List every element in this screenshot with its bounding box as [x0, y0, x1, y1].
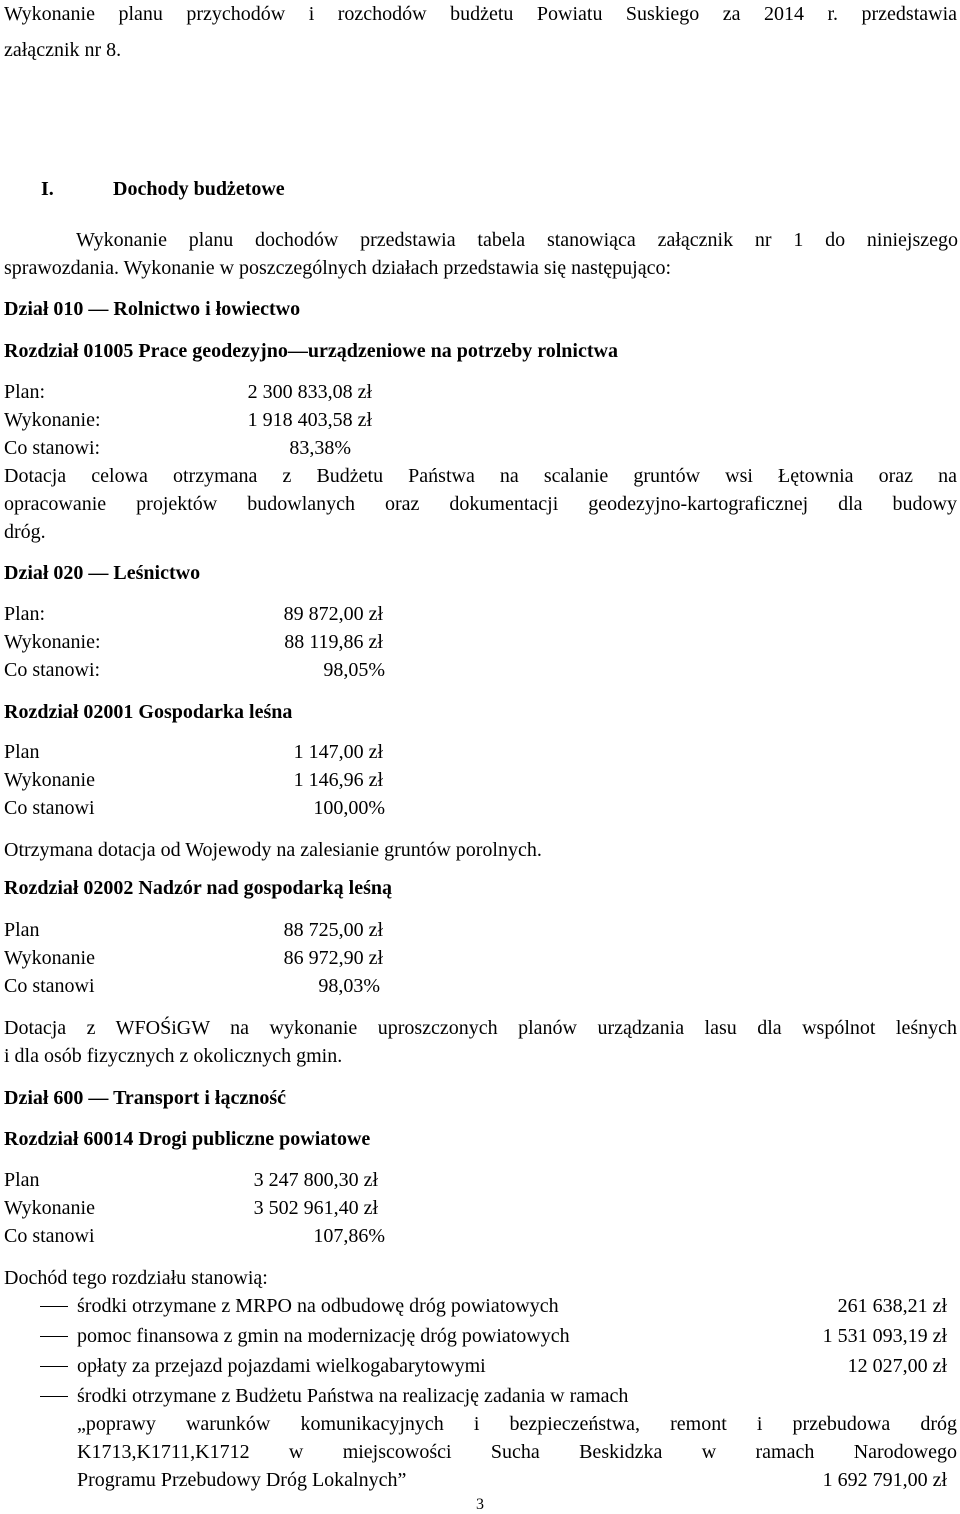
header-line-2: załącznik nr 8.	[4, 39, 122, 61]
wykonanie-value: 1 918 403,58 zł	[247, 409, 372, 431]
plan-value: 89 872,00 zł	[283, 603, 383, 625]
list-item-amount: 1 531 093,19 zł	[822, 1325, 947, 1347]
wykonanie-value: 88 119,86 zł	[284, 631, 383, 653]
bullet-dash	[40, 1396, 68, 1397]
plan-label: Plan	[4, 741, 40, 763]
plan-value: 1 147,00 zł	[293, 741, 383, 763]
list-item-text: K1713,K1711,K1712 w miejscowości Sucha Beskidzka w ramach Narodowego	[77, 1441, 957, 1463]
section-intro-2: sprawozdania. Wykonanie w poszczególnych działach przedstawia się następująco:	[4, 257, 672, 279]
plan-label: Plan	[4, 919, 40, 941]
co-stanowi-value: 98,03%	[318, 975, 380, 997]
rozdzial-60014-title: Rozdział 60014 Drogi publiczne powiatowe	[4, 1128, 371, 1150]
co-stanowi-value: 107,86%	[313, 1225, 385, 1247]
co-stanowi-value: 100,00%	[313, 797, 385, 819]
dzial-600-title: Dział 600 — Transport i łączność	[4, 1087, 287, 1109]
wykonanie-label: Wykonanie	[4, 769, 95, 791]
co-stanowi-value: 83,38%	[289, 437, 351, 459]
co-stanowi-label: Co stanowi:	[4, 437, 101, 459]
rozdzial-01005-title: Rozdział 01005 Prace geodezyjno—urządzeniowe na potrzeby rolnictwa	[4, 340, 618, 362]
dzial-020-title: Dział 020 — Leśnictwo	[4, 562, 201, 584]
list-item-text: środki otrzymane z MRPO na odbudowę dróg powiatowych	[77, 1295, 559, 1317]
dzial-010-note-1: Dotacja celowa otrzymana z Budżetu Państwa na scalanie gruntów wsi Łętownia oraz na	[4, 465, 957, 487]
dochod-intro: Dochód tego rozdziału stanowią:	[4, 1267, 268, 1289]
plan-label: Plan	[4, 1169, 40, 1191]
section-intro-1: Wykonanie planu dochodów przedstawia tabela stanowiąca załącznik nr 1 do niniejszego	[76, 229, 958, 251]
list-item-text: środki otrzymane z Budżetu Państwa na realizację zadania w ramach	[77, 1385, 629, 1407]
dzial-010-note-3: dróg.	[4, 521, 46, 543]
co-stanowi-label: Co stanowi	[4, 975, 95, 997]
wykonanie-value: 86 972,90 zł	[283, 947, 383, 969]
bullet-dash	[40, 1366, 68, 1367]
rozdzial-02001-note: Otrzymana dotacja od Wojewody na zalesianie gruntów porolnych.	[4, 839, 542, 861]
dzial-010-title: Dział 010 — Rolnictwo i łowiectwo	[4, 298, 301, 320]
co-stanowi-label: Co stanowi	[4, 797, 95, 819]
co-stanowi-label: Co stanowi:	[4, 659, 101, 681]
list-item-text: pomoc finansowa z gmin na modernizację dróg powiatowych	[77, 1325, 570, 1347]
co-stanowi-value: 98,05%	[323, 659, 385, 681]
section-number: I.	[41, 178, 54, 200]
list-item-amount: 261 638,21 zł	[837, 1295, 947, 1317]
plan-value: 3 247 800,30 zł	[253, 1169, 378, 1191]
list-item-text: Programu Przebudowy Dróg Lokalnych”	[77, 1469, 407, 1491]
bullet-dash	[40, 1306, 68, 1307]
wykonanie-label: Wykonanie	[4, 947, 95, 969]
wykonanie-label: Wykonanie:	[4, 409, 101, 431]
plan-value: 2 300 833,08 zł	[247, 381, 372, 403]
bullet-dash	[40, 1336, 68, 1337]
plan-value: 88 725,00 zł	[283, 919, 383, 941]
rozdzial-02002-note-2: i dla osób fizycznych z okolicznych gmin.	[4, 1045, 343, 1067]
wykonanie-value: 1 146,96 zł	[293, 769, 383, 791]
list-item-text: „poprawy warunków komunikacyjnych i bezpieczeństwa, remont i przebudowa dróg	[77, 1413, 957, 1435]
wykonanie-label: Wykonanie:	[4, 631, 101, 653]
rozdzial-02002-note-1: Dotacja z WFOŚiGW na wykonanie uproszczonych planów urządzania lasu dla wspólnot leśnych	[4, 1017, 957, 1039]
rozdzial-02001-title: Rozdział 02001 Gospodarka leśna	[4, 701, 293, 723]
co-stanowi-label: Co stanowi	[4, 1225, 95, 1247]
dzial-010-note-2: opracowanie projektów budowlanych oraz dokumentacji geodezyjno-kartograficznej dla budowy	[4, 493, 957, 515]
rozdzial-02002-title: Rozdział 02002 Nadzór nad gospodarką leśną	[4, 877, 393, 899]
wykonanie-label: Wykonanie	[4, 1197, 95, 1219]
plan-label: Plan:	[4, 381, 46, 403]
page-number: 3	[476, 1496, 484, 1513]
wykonanie-value: 3 502 961,40 zł	[253, 1197, 378, 1219]
plan-label: Plan:	[4, 603, 46, 625]
header-line-1: Wykonanie planu przychodów i rozchodów budżetu Powiatu Suskiego za 2014 r. przedstawia	[4, 3, 957, 25]
list-item-text: opłaty za przejazd pojazdami wielkogabarytowymi	[77, 1355, 486, 1377]
list-item-amount: 12 027,00 zł	[847, 1355, 947, 1377]
list-item-amount: 1 692 791,00 zł	[822, 1469, 947, 1491]
section-title: Dochody budżetowe	[113, 178, 285, 200]
